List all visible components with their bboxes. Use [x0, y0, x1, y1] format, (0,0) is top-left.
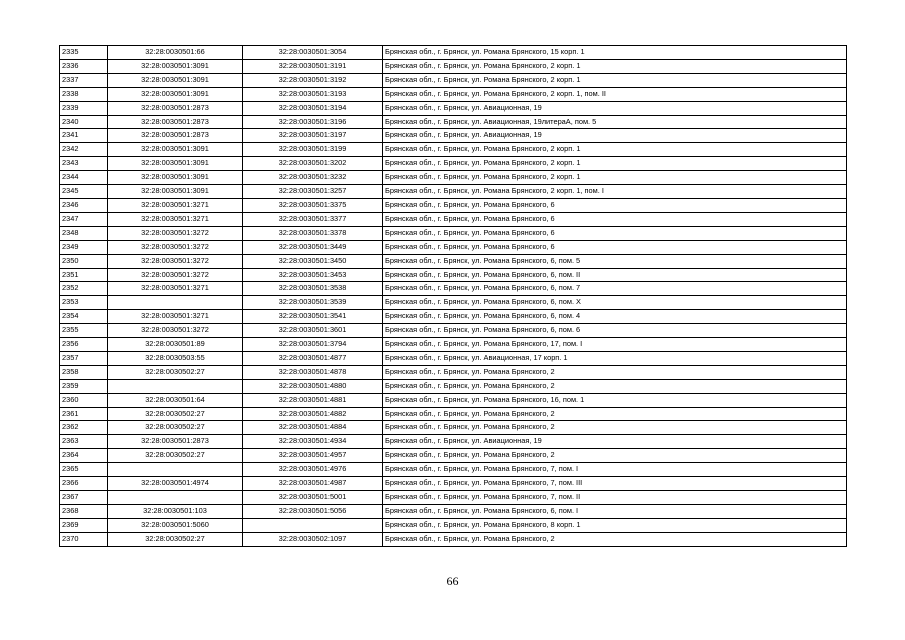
table-row	[60, 532, 847, 546]
parent-cadastral-number-cell: 32:28:0030502:27	[108, 532, 243, 546]
cadastral-number-cell: 32:28:0030501:3794	[243, 338, 383, 352]
table-row	[60, 157, 847, 171]
parent-cadastral-number-cell: 32:28:0030501:3271	[108, 282, 243, 296]
cadastral-number-cell: 32:28:0030501:3054	[243, 46, 383, 60]
address-cell: Брянская обл., г. Брянск, ул. Романа Брянского, 2 корп. 1	[383, 73, 847, 87]
table-row	[60, 101, 847, 115]
table-row	[60, 518, 847, 532]
parent-cadastral-number-cell: 32:28:0030501:3272	[108, 268, 243, 282]
row-number-cell: 2370	[60, 532, 108, 546]
row-number-cell: 2345	[60, 185, 108, 199]
address-cell: Брянская обл., г. Брянск, ул. Романа Брянского, 2	[383, 407, 847, 421]
cadastral-number-cell: 32:28:0030502:1097	[243, 532, 383, 546]
table-row	[60, 421, 847, 435]
cadastral-number-cell: 32:28:0030501:3378	[243, 226, 383, 240]
cadastral-number-cell: 32:28:0030501:3538	[243, 282, 383, 296]
parent-cadastral-number-cell: 32:28:0030501:103	[108, 504, 243, 518]
address-cell: Брянская обл., г. Брянск, ул. Романа Брянского, 16, пом. 1	[383, 393, 847, 407]
address-cell: Брянская обл., г. Брянск, ул. Романа Брянского, 2 корп. 1, пом. II	[383, 87, 847, 101]
row-number-cell: 2358	[60, 365, 108, 379]
table-row	[60, 449, 847, 463]
table-row	[60, 129, 847, 143]
table-row	[60, 463, 847, 477]
parent-cadastral-number-cell: 32:28:0030501:2873	[108, 435, 243, 449]
parent-cadastral-number-cell: 32:28:0030501:5060	[108, 518, 243, 532]
cadastral-number-cell: 32:28:0030501:3257	[243, 185, 383, 199]
cadastral-number-cell: 32:28:0030501:3539	[243, 296, 383, 310]
parent-cadastral-number-cell: 32:28:0030501:3091	[108, 171, 243, 185]
row-number-cell: 2366	[60, 477, 108, 491]
parent-cadastral-number-cell: 32:28:0030501:3272	[108, 240, 243, 254]
parent-cadastral-number-cell: 32:28:0030501:3091	[108, 59, 243, 73]
parent-cadastral-number-cell	[108, 296, 243, 310]
address-cell: Брянская обл., г. Брянск, ул. Романа Брянского, 6, пом. 5	[383, 254, 847, 268]
parent-cadastral-number-cell: 32:28:0030501:4974	[108, 477, 243, 491]
table-row	[60, 59, 847, 73]
cadastral-number-cell: 32:28:0030501:4882	[243, 407, 383, 421]
row-number-cell: 2342	[60, 143, 108, 157]
row-number-cell: 2336	[60, 59, 108, 73]
address-cell: Брянская обл., г. Брянск, ул. Романа Брянского, 2	[383, 421, 847, 435]
table-row	[60, 477, 847, 491]
table-row	[60, 282, 847, 296]
table-row	[60, 46, 847, 60]
address-cell: Брянская обл., г. Брянск, ул. Романа Брянского, 8 корп. 1	[383, 518, 847, 532]
cadastral-number-cell: 32:28:0030501:4881	[243, 393, 383, 407]
row-number-cell: 2362	[60, 421, 108, 435]
address-cell: Брянская обл., г. Брянск, ул. Романа Брянского, 15 корп. 1	[383, 46, 847, 60]
row-number-cell: 2357	[60, 351, 108, 365]
parent-cadastral-number-cell: 32:28:0030501:3271	[108, 310, 243, 324]
cadastral-number-cell: 32:28:0030501:4880	[243, 379, 383, 393]
table-row	[60, 351, 847, 365]
row-number-cell: 2353	[60, 296, 108, 310]
row-number-cell: 2349	[60, 240, 108, 254]
row-number-cell: 2344	[60, 171, 108, 185]
address-cell: Брянская обл., г. Брянск, ул. Романа Брянского, 6	[383, 226, 847, 240]
parent-cadastral-number-cell	[108, 379, 243, 393]
row-number-cell: 2341	[60, 129, 108, 143]
table-row	[60, 435, 847, 449]
cadastral-number-cell: 32:28:0030501:4987	[243, 477, 383, 491]
table-row	[60, 226, 847, 240]
parent-cadastral-number-cell: 32:28:0030503:55	[108, 351, 243, 365]
cadastral-number-cell: 32:28:0030501:3192	[243, 73, 383, 87]
table-row	[60, 268, 847, 282]
parent-cadastral-number-cell: 32:28:0030501:3272	[108, 324, 243, 338]
address-cell: Брянская обл., г. Брянск, ул. Романа Брянского, 2 корп. 1	[383, 171, 847, 185]
address-cell: Брянская обл., г. Брянск, ул. Романа Брянского, 2	[383, 379, 847, 393]
table-row	[60, 324, 847, 338]
cadastral-number-cell: 32:28:0030501:3202	[243, 157, 383, 171]
row-number-cell: 2352	[60, 282, 108, 296]
parent-cadastral-number-cell: 32:28:0030501:3091	[108, 143, 243, 157]
address-cell: Брянская обл., г. Брянск, ул. Романа Брянского, 17, пом. I	[383, 338, 847, 352]
table-row	[60, 143, 847, 157]
parent-cadastral-number-cell: 32:28:0030502:27	[108, 407, 243, 421]
address-cell: Брянская обл., г. Брянск, ул. Романа Брянского, 6, пом. 7	[383, 282, 847, 296]
row-number-cell: 2368	[60, 504, 108, 518]
table-row	[60, 310, 847, 324]
address-cell: Брянская обл., г. Брянск, ул. Романа Брянского, 2 корп. 1	[383, 143, 847, 157]
table-row	[60, 212, 847, 226]
row-number-cell: 2339	[60, 101, 108, 115]
address-cell: Брянская обл., г. Брянск, ул. Романа Брянского, 6	[383, 198, 847, 212]
row-number-cell: 2340	[60, 115, 108, 129]
cadastral-number-cell: 32:28:0030501:5001	[243, 491, 383, 505]
cadastral-number-cell: 32:28:0030501:3199	[243, 143, 383, 157]
address-cell: Брянская обл., г. Брянск, ул. Романа Брянского, 2	[383, 449, 847, 463]
address-cell: Брянская обл., г. Брянск, ул. Романа Брянского, 2 корп. 1	[383, 157, 847, 171]
row-number-cell: 2346	[60, 198, 108, 212]
row-number-cell: 2338	[60, 87, 108, 101]
parent-cadastral-number-cell: 32:28:0030501:3091	[108, 157, 243, 171]
parent-cadastral-number-cell: 32:28:0030501:89	[108, 338, 243, 352]
table-row	[60, 171, 847, 185]
parent-cadastral-number-cell: 32:28:0030502:27	[108, 365, 243, 379]
parent-cadastral-number-cell: 32:28:0030501:3091	[108, 185, 243, 199]
parent-cadastral-number-cell: 32:28:0030501:2873	[108, 101, 243, 115]
cadastral-number-cell	[243, 518, 383, 532]
cadastral-number-cell: 32:28:0030501:3377	[243, 212, 383, 226]
cadastral-number-cell: 32:28:0030501:4884	[243, 421, 383, 435]
parent-cadastral-number-cell: 32:28:0030501:64	[108, 393, 243, 407]
address-cell: Брянская обл., г. Брянск, ул. Авиационная, 19	[383, 101, 847, 115]
table-row	[60, 115, 847, 129]
address-cell: Брянская обл., г. Брянск, ул. Романа Брянского, 6	[383, 240, 847, 254]
table-row	[60, 87, 847, 101]
cadastral-number-cell: 32:28:0030501:3232	[243, 171, 383, 185]
cadastral-number-cell: 32:28:0030501:4957	[243, 449, 383, 463]
parent-cadastral-number-cell: 32:28:0030501:3091	[108, 87, 243, 101]
row-number-cell: 2367	[60, 491, 108, 505]
table-row	[60, 338, 847, 352]
parent-cadastral-number-cell: 32:28:0030501:66	[108, 46, 243, 60]
row-number-cell: 2356	[60, 338, 108, 352]
parent-cadastral-number-cell: 32:28:0030501:2873	[108, 129, 243, 143]
address-cell: Брянская обл., г. Брянск, ул. Романа Брянского, 6, пом. X	[383, 296, 847, 310]
cadastral-number-cell: 32:28:0030501:3541	[243, 310, 383, 324]
cadastral-number-cell: 32:28:0030501:3375	[243, 198, 383, 212]
cadastral-number-cell: 32:28:0030501:4976	[243, 463, 383, 477]
row-number-cell: 2354	[60, 310, 108, 324]
cadastral-number-cell: 32:28:0030501:3194	[243, 101, 383, 115]
cadastral-number-cell: 32:28:0030501:3450	[243, 254, 383, 268]
row-number-cell: 2337	[60, 73, 108, 87]
parent-cadastral-number-cell: 32:28:0030501:3271	[108, 212, 243, 226]
address-cell: Брянская обл., г. Брянск, ул. Романа Брянского, 6, пом. 6	[383, 324, 847, 338]
row-number-cell: 2343	[60, 157, 108, 171]
parent-cadastral-number-cell: 32:28:0030501:3271	[108, 198, 243, 212]
cadastral-number-cell: 32:28:0030501:5056	[243, 504, 383, 518]
table-row	[60, 185, 847, 199]
parent-cadastral-number-cell: 32:28:0030502:27	[108, 421, 243, 435]
cadastral-number-cell: 32:28:0030501:3197	[243, 129, 383, 143]
row-number-cell: 2361	[60, 407, 108, 421]
address-cell: Брянская обл., г. Брянск, ул. Романа Брянского, 7, пом. II	[383, 491, 847, 505]
row-number-cell: 2360	[60, 393, 108, 407]
row-number-cell: 2369	[60, 518, 108, 532]
cadastral-number-cell: 32:28:0030501:3453	[243, 268, 383, 282]
cadastral-number-cell: 32:28:0030501:3191	[243, 59, 383, 73]
address-cell: Брянская обл., г. Брянск, ул. Романа Брянского, 2 корп. 1, пом. I	[383, 185, 847, 199]
table-row	[60, 254, 847, 268]
parent-cadastral-number-cell: 32:28:0030501:3091	[108, 73, 243, 87]
table-row	[60, 491, 847, 505]
address-cell: Брянская обл., г. Брянск, ул. Авиационная, 19литераА, пом. 5	[383, 115, 847, 129]
table-row	[60, 407, 847, 421]
address-cell: Брянская обл., г. Брянск, ул. Романа Брянского, 6	[383, 212, 847, 226]
address-cell: Брянская обл., г. Брянск, ул. Романа Брянского, 7, пом. I	[383, 463, 847, 477]
address-cell: Брянская обл., г. Брянск, ул. Авиационная, 19	[383, 435, 847, 449]
address-cell: Брянская обл., г. Брянск, ул. Романа Брянского, 6, пом. I	[383, 504, 847, 518]
cadastral-number-cell: 32:28:0030501:3449	[243, 240, 383, 254]
address-cell: Брянская обл., г. Брянск, ул. Романа Брянского, 6, пом. 4	[383, 310, 847, 324]
table-row	[60, 504, 847, 518]
cadastral-number-cell: 32:28:0030501:4878	[243, 365, 383, 379]
address-cell: Брянская обл., г. Брянск, ул. Романа Брянского, 6, пом. II	[383, 268, 847, 282]
parent-cadastral-number-cell: 32:28:0030502:27	[108, 449, 243, 463]
table-row	[60, 73, 847, 87]
table-row	[60, 379, 847, 393]
cadastral-number-cell: 32:28:0030501:3193	[243, 87, 383, 101]
row-number-cell: 2347	[60, 212, 108, 226]
row-number-cell: 2335	[60, 46, 108, 60]
cadastral-number-cell: 32:28:0030501:4934	[243, 435, 383, 449]
address-cell: Брянская обл., г. Брянск, ул. Романа Брянского, 2	[383, 365, 847, 379]
address-cell: Брянская обл., г. Брянск, ул. Романа Брянского, 7, пом. III	[383, 477, 847, 491]
row-number-cell: 2363	[60, 435, 108, 449]
parent-cadastral-number-cell: 32:28:0030501:2873	[108, 115, 243, 129]
table-row	[60, 240, 847, 254]
row-number-cell: 2348	[60, 226, 108, 240]
cadastral-number-cell: 32:28:0030501:3196	[243, 115, 383, 129]
parent-cadastral-number-cell	[108, 463, 243, 477]
parent-cadastral-number-cell: 32:28:0030501:3272	[108, 226, 243, 240]
address-cell: Брянская обл., г. Брянск, ул. Авиационная, 19	[383, 129, 847, 143]
row-number-cell: 2364	[60, 449, 108, 463]
table-row	[60, 393, 847, 407]
table-row	[60, 296, 847, 310]
parent-cadastral-number-cell	[108, 491, 243, 505]
registry-table	[59, 45, 847, 547]
cadastral-number-cell: 32:28:0030501:4877	[243, 351, 383, 365]
row-number-cell: 2359	[60, 379, 108, 393]
address-cell: Брянская обл., г. Брянск, ул. Романа Брянского, 2 корп. 1	[383, 59, 847, 73]
cadastral-number-cell: 32:28:0030501:3601	[243, 324, 383, 338]
registry-table-body	[60, 46, 847, 547]
table-row	[60, 198, 847, 212]
row-number-cell: 2350	[60, 254, 108, 268]
page-number: 66	[446, 574, 459, 588]
parent-cadastral-number-cell: 32:28:0030501:3272	[108, 254, 243, 268]
row-number-cell: 2351	[60, 268, 108, 282]
row-number-cell: 2365	[60, 463, 108, 477]
row-number-cell: 2355	[60, 324, 108, 338]
address-cell: Брянская обл., г. Брянск, ул. Романа Брянского, 2	[383, 532, 847, 546]
table-row	[60, 365, 847, 379]
address-cell: Брянская обл., г. Брянск, ул. Авиационная, 17 корп. 1	[383, 351, 847, 365]
